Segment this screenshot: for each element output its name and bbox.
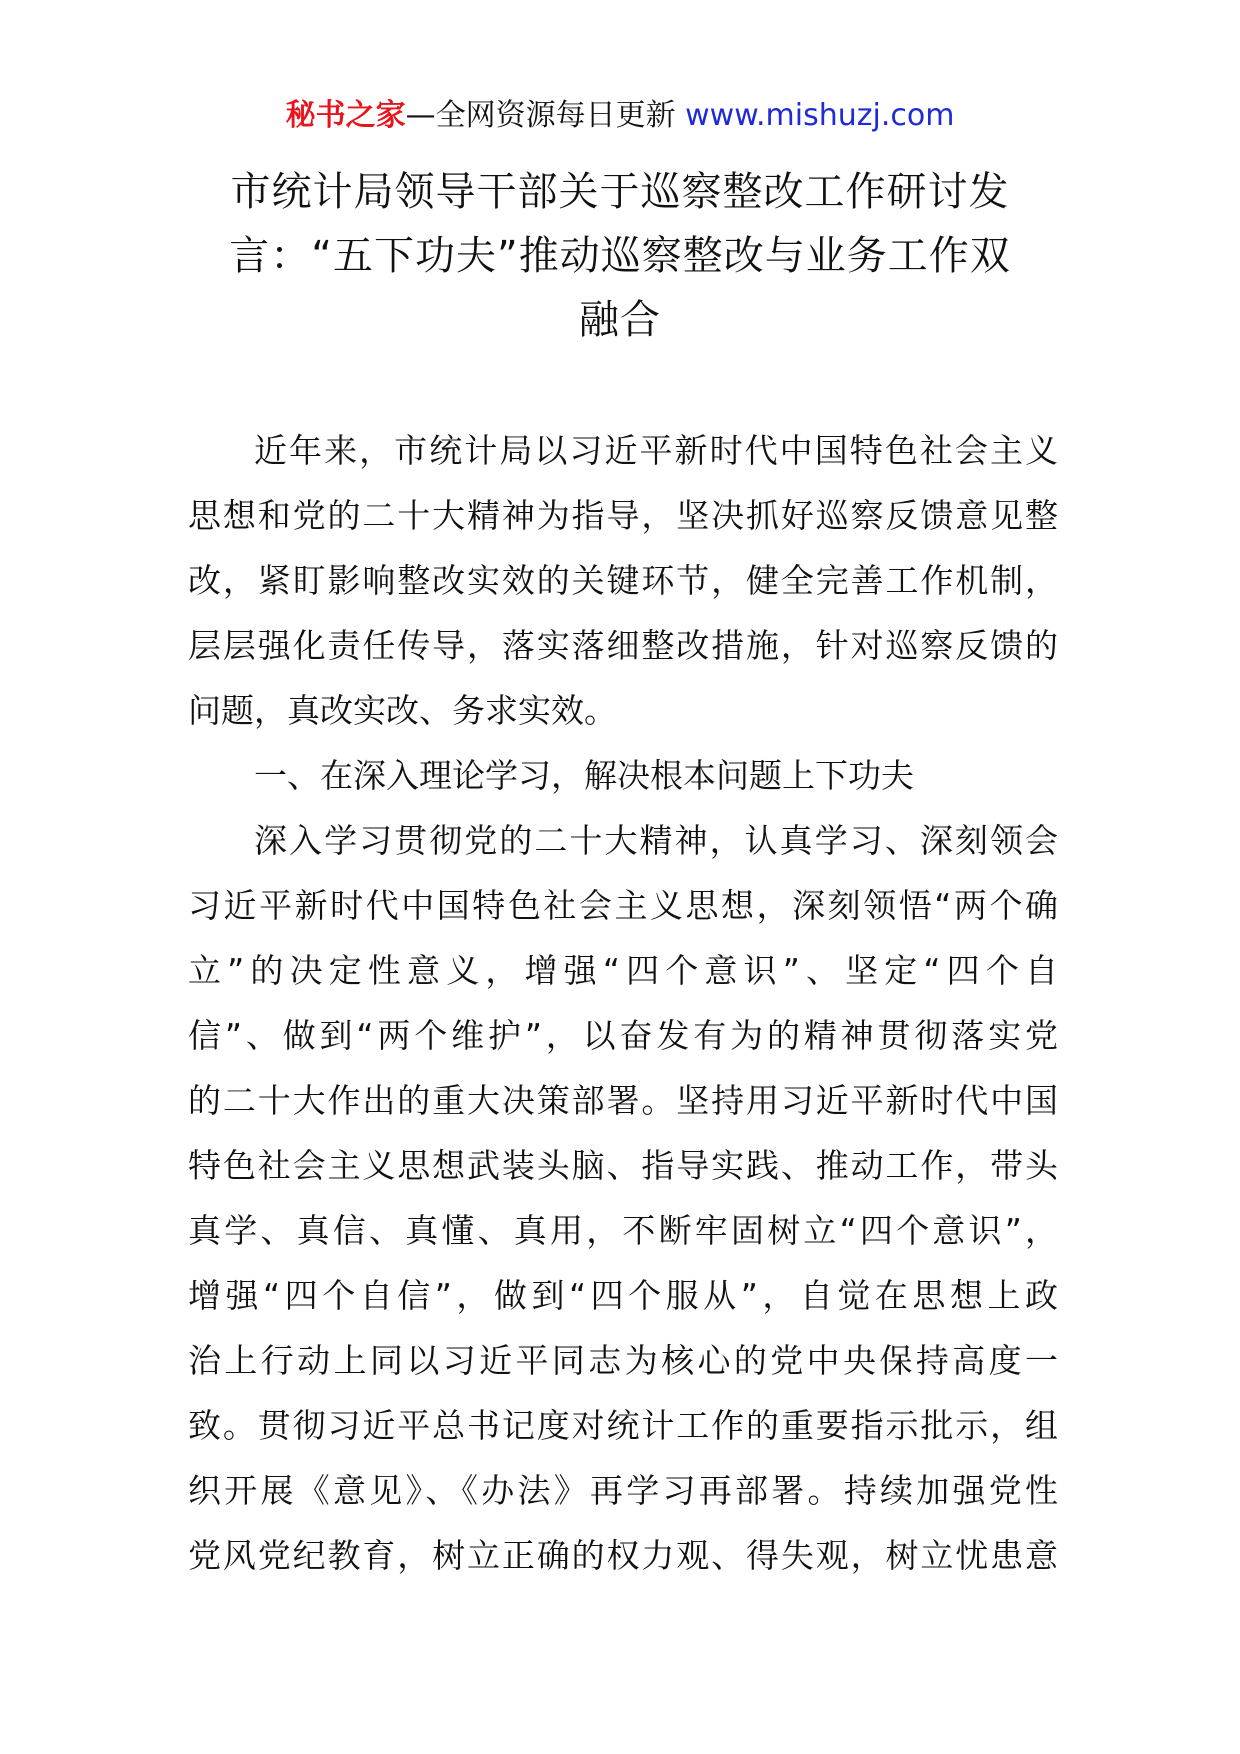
paragraph-line: 习近平新时代中国特色社会主义思想，深刻领悟“两个确 [188,886,1058,925]
section-heading: 一、在深入理论学习，解决根本问题上下功夫 [254,756,914,795]
paragraph-line: 致。贯彻习近平总书记度对统计工作的重要指示批示，组 [188,1406,1058,1445]
paragraph-line: 特色社会主义思想武装头脑、指导实践、推动工作，带头 [188,1146,1058,1185]
section1-paragraph [188,808,1058,1588]
paragraph-line: 织开展《意见》、《办法》再学习再部署。持续加强党性 [188,1471,1058,1510]
paragraph-line: 深入学习贯彻党的二十大精神，认真学习、深刻领会 [254,821,1058,860]
title-line: 融合 [579,297,661,343]
paragraph-line: 立”的决定性意义，增强“四个意识”、坚定“四个自 [188,951,1058,990]
banner-url-link[interactable]: www.mishuzj.com [685,98,955,133]
document-title [190,160,1050,352]
paragraph-line: 治上行动上同以习近平同志为核心的党中央保持高度一 [188,1341,1058,1380]
paragraph-line: 思想和党的二十大精神为指导，坚决抓好巡察反馈意见整 [188,496,1058,535]
paragraph-line: 问题，真改实改、务求实效。 [188,691,617,730]
title-line: 言：“五下功夫”推动巡察整改与业务工作双 [229,233,1011,279]
paragraph-line: 改，紧盯影响整改实效的关键环节，健全完善工作机制， [188,561,1058,600]
banner-slogan: —全网资源每日更新 [405,98,676,133]
paragraph-line: 党风党纪教育，树立正确的权力观、得失观，树立忧患意 [188,1536,1058,1575]
paragraph-line: 的二十大作出的重大决策部署。坚持用习近平新时代中国 [188,1081,1058,1120]
site-banner [0,96,1240,136]
document-body [188,418,1058,1588]
paragraph-line: 增强“四个自信”，做到“四个服从”，自觉在思想上政 [188,1276,1058,1315]
intro-paragraph [188,418,1058,743]
paragraph-line: 近年来，市统计局以习近平新时代中国特色社会主义 [254,431,1058,470]
paragraph-line: 信”、做到“两个维护”，以奋发有为的精神贯彻落实党 [188,1016,1058,1055]
title-line: 市统计局领导干部关于巡察整改工作研讨发 [230,169,1010,215]
paragraph-line: 真学、真信、真懂、真用，不断牢固树立“四个意识”， [188,1211,1058,1250]
paragraph-line: 层层强化责任传导，落实落细整改措施，针对巡察反馈的 [188,626,1058,665]
banner-brand: 秘书之家 [285,98,406,133]
